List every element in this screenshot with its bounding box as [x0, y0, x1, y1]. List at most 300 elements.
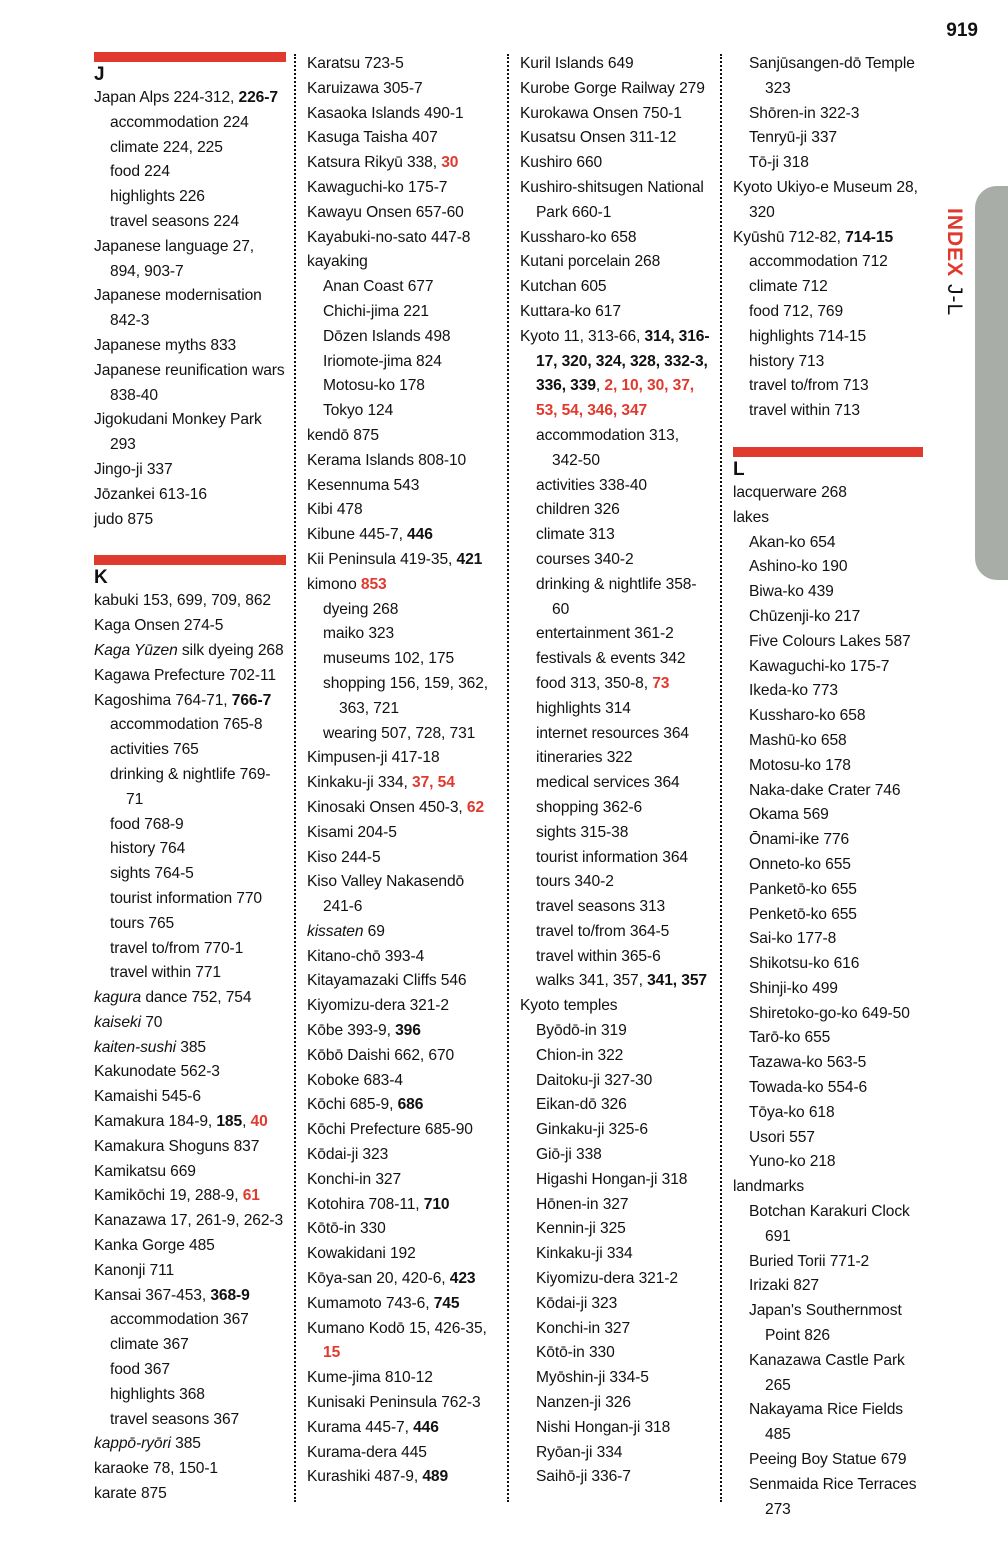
entry-text: Towada-ko 554-6 [749, 1079, 868, 1097]
index-entry [520, 994, 710, 1019]
index-entry [520, 102, 710, 127]
entry-text: Kanazawa Castle Park 265 [749, 1351, 905, 1394]
index-entry [94, 1184, 286, 1209]
entry-text: Okama 569 [749, 806, 829, 824]
entry-map-page: 396 [395, 1022, 421, 1040]
entry-text: travel to/from 770-1 [110, 939, 244, 957]
entry-text: Sai-ko 177-8 [749, 930, 837, 948]
entry-text: Onneto-ko 655 [749, 855, 851, 873]
index-subentry [733, 779, 923, 804]
index-subentry [94, 1408, 286, 1433]
index-subentry [520, 622, 710, 647]
entry-text: itineraries 322 [536, 749, 633, 767]
column-divider [507, 54, 509, 1502]
index-subentry [520, 746, 710, 771]
entry-text: Kesennuma 543 [307, 476, 420, 494]
index-subentry [94, 912, 286, 937]
tab-index-label: INDEX [943, 208, 966, 278]
section-bar [733, 447, 923, 457]
index-entry [94, 1259, 286, 1284]
entry-text: Jingo-ji 337 [94, 460, 173, 478]
index-entry [94, 664, 286, 689]
entry-text: Kusatsu Onsen 311-12 [520, 129, 677, 147]
index-entry [94, 334, 286, 359]
index-entry [307, 920, 497, 945]
index-subentry [733, 853, 923, 878]
index-subentry [520, 672, 710, 697]
entry-text: food 224 [110, 163, 170, 181]
entry-text: Katsura Rikyū 338, [307, 154, 442, 172]
entry-text: Tokyo 124 [323, 402, 394, 420]
entry-text: Kennin-ji 325 [536, 1220, 626, 1238]
index-subentry [307, 350, 497, 375]
entry-text: Five Colours Lakes 587 [749, 632, 911, 650]
index-entry [94, 1011, 286, 1036]
index-subentry [520, 1317, 710, 1342]
entry-text: Kushiro 660 [520, 154, 603, 172]
entry-text: Kasuga Taisha 407 [307, 129, 438, 147]
entry-separator: , [595, 377, 605, 395]
entry-text: Kyoto Ukiyo-e Museum 28, 320 [733, 178, 918, 221]
entry-text: Kamaishi 545-6 [94, 1088, 201, 1106]
entry-separator: , [242, 1113, 251, 1131]
entry-text: Japanese language 27, 894, 903-7 [94, 237, 255, 280]
page-number: 919 [946, 20, 978, 41]
index-subentry [520, 821, 710, 846]
index-entry [307, 523, 497, 548]
index-subentry [520, 895, 710, 920]
index-entry [94, 1432, 286, 1457]
index-entry [307, 1168, 497, 1193]
index-entry [307, 994, 497, 1019]
entry-text: travel within 771 [110, 964, 221, 982]
index-entry [307, 102, 497, 127]
entry-text: Jōzankei 613-16 [94, 485, 207, 503]
index-entry [94, 1457, 286, 1482]
index-entry [520, 77, 710, 102]
index-entry [733, 506, 923, 531]
index-subentry [94, 937, 286, 962]
entry-map-page: 185 [216, 1113, 243, 1131]
entry-text: food 768-9 [110, 815, 184, 833]
column-divider [720, 54, 722, 1502]
entry-text: history 713 [749, 352, 825, 370]
entry-text: travel within 365-6 [536, 947, 661, 965]
index-entry [307, 1366, 497, 1391]
entry-photo-page: 61 [242, 1187, 260, 1205]
entry-text: activities 765 [110, 741, 199, 759]
index-subentry [733, 52, 923, 102]
entry-map-page: 446 [413, 1418, 439, 1436]
entry-text: Motosu-ko 178 [323, 377, 425, 395]
entry-text: Shikotsu-ko 616 [749, 955, 860, 973]
index-subentry [733, 1473, 923, 1523]
entry-photo-page: 2, 10, 30, 37, 53, 54, 346, 347 [536, 377, 695, 420]
index-subentry [520, 1242, 710, 1267]
entry-text: Byōdō-in 319 [536, 1022, 627, 1040]
entry-text: tours 340-2 [536, 873, 614, 891]
index-column-3 [520, 52, 710, 1490]
entry-term-italic: kaiseki [94, 1013, 141, 1031]
entry-text: judo 875 [94, 510, 154, 528]
entry-photo-page: 40 [250, 1113, 268, 1131]
entry-text: medical services 364 [536, 774, 680, 792]
index-subentry [733, 531, 923, 556]
index-subentry [733, 655, 923, 680]
index-subentry [520, 1465, 710, 1490]
entry-text: Kyoto temples [520, 997, 618, 1015]
index-entry [307, 1069, 497, 1094]
index-subentry [520, 647, 710, 672]
entry-text: Kiso Valley Nakasendō 241-6 [307, 873, 465, 916]
entry-text: Kōdai-ji 323 [307, 1146, 389, 1164]
entry-text: Motosu-ko 178 [749, 756, 851, 774]
index-subentry [94, 111, 286, 136]
entry-text: lakes [733, 508, 769, 526]
index-subentry [733, 250, 923, 275]
index-subentry [520, 1217, 710, 1242]
index-subentry [520, 1193, 710, 1218]
index-entry [94, 1209, 286, 1234]
index-entry [307, 846, 497, 871]
entry-text: Kunisaki Peninsula 762-3 [307, 1394, 481, 1412]
index-subentry [307, 598, 497, 623]
index-subentry [733, 1126, 923, 1151]
index-entry [520, 126, 710, 151]
entry-text: Tenryū-ji 337 [749, 129, 837, 147]
index-entry [520, 325, 710, 424]
entry-text: Myōshin-ji 334-5 [536, 1369, 649, 1387]
index-entry [94, 589, 286, 614]
index-subentry [520, 1267, 710, 1292]
entry-text: Kagoshima 764-71, [94, 691, 232, 709]
index-subentry [520, 1093, 710, 1118]
entry-text: travel seasons 224 [110, 212, 240, 230]
index-entry [520, 52, 710, 77]
entry-text: museums 102, 175 [323, 650, 455, 668]
entry-text: Kinkaku-ji 334 [536, 1245, 633, 1263]
index-subentry [94, 1383, 286, 1408]
index-entry [94, 1284, 286, 1309]
entry-text: accommodation 313, 342-50 [536, 426, 679, 469]
entry-text: highlights 714-15 [749, 327, 867, 345]
entry-text: food 313, 350-8, [536, 674, 653, 692]
entry-text: climate 367 [110, 1336, 189, 1354]
entry-map-page: 368-9 [210, 1286, 250, 1304]
entry-text: Saihō-ji 336-7 [536, 1468, 631, 1486]
entry-text: Kiso 244-5 [307, 848, 381, 866]
section-spacer [733, 424, 923, 447]
index-entry [307, 969, 497, 994]
index-entry [307, 573, 497, 598]
index-subentry [733, 1349, 923, 1399]
index-entry [307, 1193, 497, 1218]
entry-text: Tazawa-ko 563-5 [749, 1054, 867, 1072]
entry-text: Panketō-ko 655 [749, 880, 857, 898]
index-subentry [94, 1333, 286, 1358]
index-subentry [307, 722, 497, 747]
entry-text: Kerama Islands 808-10 [307, 451, 467, 469]
index-subentry [94, 1358, 286, 1383]
index-entry [307, 796, 497, 821]
section-bar [94, 555, 286, 565]
entry-text: Koboke 683-4 [307, 1071, 403, 1089]
entry-term-italic: kappō-ryōri [94, 1435, 171, 1453]
entry-text: Kinosaki Onsen 450-3, [307, 798, 467, 816]
index-entry [307, 1267, 497, 1292]
entry-text: kimono [307, 575, 361, 593]
entry-text: Kōbe 393-9, [307, 1022, 396, 1040]
entry-text: Kamakura 184-9, [94, 1113, 217, 1131]
index-entry [94, 1160, 286, 1185]
entry-text: travel seasons 367 [110, 1410, 240, 1428]
entry-text: Higashi Hongan-ji 318 [536, 1170, 688, 1188]
index-subentry [307, 622, 497, 647]
entry-text: sights 315-38 [536, 823, 629, 841]
entry-map-page: 446 [407, 526, 433, 544]
entry-map-page: 226-7 [238, 89, 278, 106]
index-entry [307, 250, 497, 275]
entry-text: Kutani porcelain 268 [520, 253, 661, 271]
entry-text: Kōya-san 20, 420-6, [307, 1270, 450, 1288]
entry-text: maiko 323 [323, 625, 395, 643]
entry-text: lacquerware 268 [733, 483, 847, 501]
index-entry [307, 1465, 497, 1490]
index-entry [307, 176, 497, 201]
entry-text: Kumano Kodō 15, 426-35, [307, 1319, 487, 1337]
entry-text: Mashū-ko 658 [749, 731, 847, 749]
entry-text: Kumamoto 743-6, [307, 1294, 434, 1312]
entry-text: Penketō-ko 655 [749, 905, 857, 923]
entry-text: kendō 875 [307, 426, 379, 444]
index-subentry [733, 1299, 923, 1349]
entry-map-page: 341, 357 [647, 972, 707, 990]
index-entry [307, 77, 497, 102]
entry-text: Kurobe Gorge Railway 279 [520, 79, 705, 97]
index-subentry [520, 771, 710, 796]
index-subentry [307, 647, 497, 672]
index-subentry [94, 961, 286, 986]
index-entry [733, 226, 923, 251]
entry-text: Usori 557 [749, 1128, 815, 1146]
entry-text: travel within 713 [749, 402, 860, 420]
index-subentry [520, 523, 710, 548]
index-entry [307, 126, 497, 151]
entry-text: Kaga Onsen 274-5 [94, 617, 224, 635]
index-entry [307, 1118, 497, 1143]
entry-text: Nakayama Rice Fields 485 [749, 1401, 903, 1444]
index-entry [733, 1175, 923, 1200]
entry-text: Peeing Boy Statue 679 [749, 1451, 907, 1469]
index-subentry [94, 1308, 286, 1333]
entry-text: Ashino-ko 190 [749, 558, 848, 576]
column-divider [294, 54, 296, 1502]
index-subentry [733, 754, 923, 779]
index-tab-label [936, 186, 976, 346]
entry-text: tourist information 364 [536, 848, 688, 866]
entry-text: Kurokawa Onsen 750-1 [520, 104, 682, 122]
index-entry [94, 1234, 286, 1259]
index-entry [307, 1317, 497, 1367]
index-subentry [733, 126, 923, 151]
index-entry [307, 1292, 497, 1317]
entry-text: Japanese myths 833 [94, 336, 237, 354]
entry-text: Kushiro-shitsugen National Park 660-1 [520, 178, 704, 221]
entry-text: Kōbō Daishi 662, 670 [307, 1046, 455, 1064]
entry-text: Yuno-ko 218 [749, 1153, 836, 1171]
entry-map-page: 489 [422, 1468, 449, 1486]
entry-text: Kasaoka Islands 490-1 [307, 104, 464, 122]
index-subentry [94, 763, 286, 813]
entry-text: Kamikōchi 19, 288-9, [94, 1187, 243, 1205]
index-subentry [94, 837, 286, 862]
index-subentry [733, 803, 923, 828]
entry-text: kabuki 153, 699, 709, 862 [94, 592, 271, 610]
entry-text: Shōren-in 322-3 [749, 104, 860, 122]
entry-text: Kawaguchi-ko 175-7 [307, 178, 448, 196]
index-subentry [520, 474, 710, 499]
index-subentry [733, 325, 923, 350]
entry-text: Biwa-ko 439 [749, 583, 834, 601]
entry-text: festivals & events 342 [536, 650, 686, 668]
entry-text: Eikan-dō 326 [536, 1096, 627, 1114]
entry-map-page: 686 [397, 1096, 424, 1114]
index-entry [94, 689, 286, 714]
index-entry [307, 151, 497, 176]
index-subentry [520, 1366, 710, 1391]
index-subentry [520, 1019, 710, 1044]
index-entry [307, 945, 497, 970]
index-subentry [733, 151, 923, 176]
index-entry [94, 986, 286, 1011]
index-entry [307, 474, 497, 499]
entry-text: Kiyomizu-dera 321-2 [536, 1270, 678, 1288]
entry-text: Kagawa Prefecture 702-11 [94, 666, 276, 684]
entry-text: Kutchan 605 [520, 278, 607, 296]
entry-text: Dōzen Islands 498 [323, 327, 451, 345]
entry-text: Konchi-in 327 [536, 1319, 631, 1337]
entry-text: kayaking [307, 253, 368, 271]
index-entry [94, 1085, 286, 1110]
section-letter: J [94, 64, 105, 85]
index-subentry [94, 813, 286, 838]
index-column-2 [307, 52, 497, 1490]
section-letter: K [94, 567, 108, 589]
entry-text: Kamikatsu 669 [94, 1162, 196, 1180]
entry-text: travel seasons 313 [536, 898, 666, 916]
entry-text: Kayabuki-no-sato 447-8 [307, 228, 471, 246]
entry-text: Kibi 478 [307, 501, 363, 519]
index-subentry [94, 210, 286, 235]
entry-text: Senmaida Rice Terraces 273 [749, 1475, 917, 1518]
entry-text: Ikeda-ko 773 [749, 682, 838, 700]
index-subentry [733, 952, 923, 977]
index-entry [94, 508, 286, 533]
index-entry [520, 275, 710, 300]
entry-text: Kiyomizu-dera 321-2 [307, 997, 449, 1015]
entry-text: Tō-ji 318 [749, 154, 809, 172]
entry-text: Kansai 367-453, [94, 1286, 211, 1304]
entry-text: activities 338-40 [536, 476, 647, 494]
index-subentry [520, 920, 710, 945]
index-subentry [733, 679, 923, 704]
index-subentry [733, 1398, 923, 1448]
entry-text: drinking & nightlife 769-71 [110, 765, 271, 808]
index-subentry [733, 1101, 923, 1126]
entry-text: children 326 [536, 501, 620, 519]
entry-text: landmarks [733, 1178, 805, 1196]
entry-text: dance 752, 754 [141, 989, 252, 1007]
entry-text: 70 [140, 1013, 163, 1031]
index-entry [307, 1416, 497, 1441]
section-spacer [94, 532, 286, 555]
entry-text: climate 224, 225 [110, 138, 223, 156]
entry-text: Shiretoko-go-ko 649-50 [749, 1004, 910, 1022]
entry-text: Kanazawa 17, 261-9, 262-3 [94, 1212, 284, 1230]
entry-photo-page: 62 [466, 798, 485, 816]
index-entry [520, 250, 710, 275]
entry-text: entertainment 361-2 [536, 625, 674, 643]
entry-text: Ginkaku-ji 325-6 [536, 1121, 648, 1139]
index-column-4 [733, 52, 923, 1522]
entry-text: highlights 368 [110, 1385, 205, 1403]
index-subentry [94, 887, 286, 912]
index-subentry [520, 722, 710, 747]
entry-text: Kibune 445-7, [307, 526, 408, 544]
index-subentry [733, 102, 923, 127]
entry-text: Kanonji 711 [94, 1261, 175, 1279]
entry-text: Kōchi Prefecture 685-90 [307, 1121, 473, 1139]
entry-text: highlights 314 [536, 699, 631, 717]
entry-text: shopping 156, 159, 362, 363, 721 [323, 674, 489, 717]
entry-text: Kanka Gorge 485 [94, 1237, 215, 1255]
index-entry [307, 771, 497, 796]
index-entry [307, 1044, 497, 1069]
index-subentry [733, 275, 923, 300]
index-subentry [94, 713, 286, 738]
index-entry [307, 1242, 497, 1267]
entry-text: tourist information 770 [110, 889, 262, 907]
index-entry [94, 408, 286, 458]
entry-text: Kitano-chō 393-4 [307, 947, 425, 965]
index-subentry [733, 1250, 923, 1275]
entry-text: Kisami 204-5 [307, 823, 397, 841]
entry-text: Japan's Southernmost Point 826 [749, 1302, 902, 1345]
entry-text: Kitayamazaki Cliffs 546 [307, 972, 467, 990]
section-bar [94, 52, 286, 62]
entry-text: Kyūshū 712-82, [733, 228, 846, 246]
entry-map-page: 421 [456, 550, 483, 568]
entry-text: highlights 226 [110, 188, 205, 206]
entry-map-page: 745 [433, 1294, 460, 1312]
index-subentry [733, 704, 923, 729]
tab-range-label: J-L [943, 284, 966, 317]
entry-photo-page: 30 [441, 154, 459, 172]
entry-text: Kuttara-ko 617 [520, 302, 621, 320]
entry-text: 385 [170, 1435, 201, 1453]
index-subentry [520, 1341, 710, 1366]
entry-text: Irizaki 827 [749, 1277, 819, 1295]
index-entry [94, 1482, 286, 1507]
index-subentry [520, 548, 710, 573]
entry-text: Kowakidani 192 [307, 1245, 416, 1263]
index-entry [307, 1093, 497, 1118]
index-subentry [733, 580, 923, 605]
entry-text: Chichi-jima 221 [323, 302, 429, 320]
index-entry [94, 483, 286, 508]
entry-text: karate 875 [94, 1485, 167, 1503]
entry-text: karaoke 78, 150-1 [94, 1460, 219, 1478]
